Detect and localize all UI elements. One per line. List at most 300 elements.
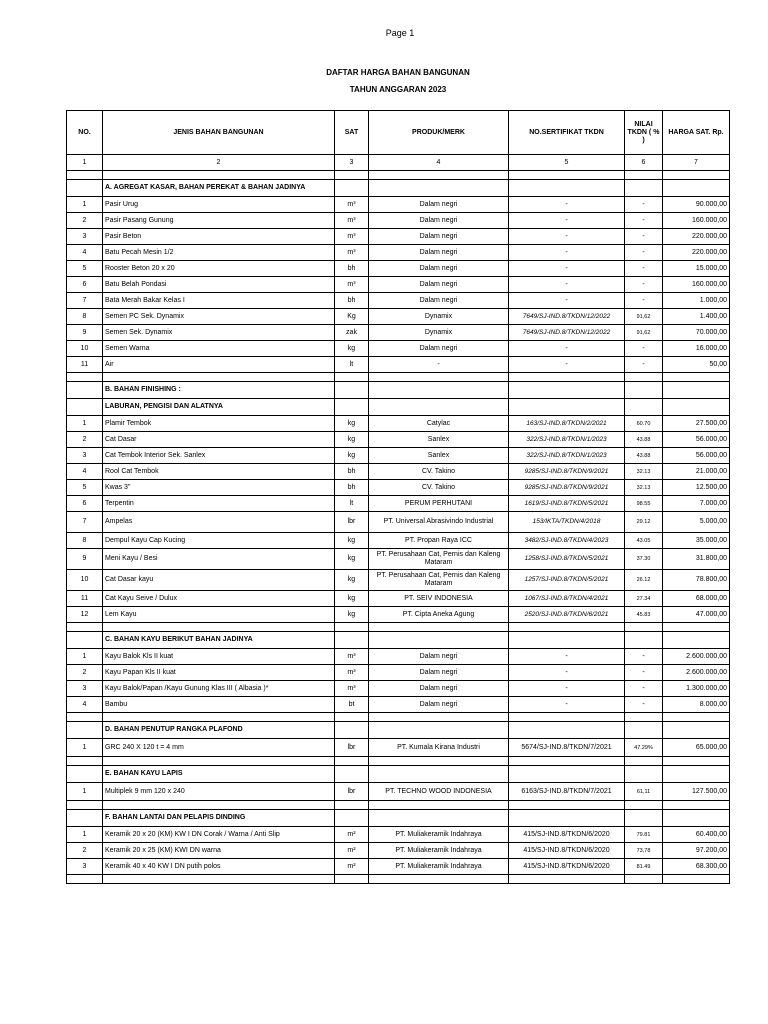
item-cert: 9285/SJ-IND.8/TKDN/9/2021 [509, 464, 625, 480]
item-price: 21.000,00 [663, 464, 730, 480]
item-brand: Dalam negri [369, 649, 509, 665]
table-row [67, 197, 730, 213]
item-unit: bh [335, 464, 369, 480]
item-no: 9 [67, 325, 103, 341]
item-price: 65.000,00 [663, 739, 730, 757]
item-price: 47.000,00 [663, 607, 730, 623]
item-brand: Sanlex [369, 432, 509, 448]
item-brand: PT. Perusahaan Cat, Pernis dan Kaleng Mataram [369, 570, 509, 591]
empty-cell [625, 875, 663, 884]
empty-cell [663, 180, 730, 197]
item-no: 6 [67, 277, 103, 293]
table-row [67, 783, 730, 801]
empty-cell [103, 171, 335, 180]
section-title: A. AGREGAT KASAR, BAHAN PEREKAT & BAHAN JADINYA [103, 180, 335, 197]
item-tkdn: - [625, 649, 663, 665]
item-brand: Catylac [369, 416, 509, 432]
item-name: Rooster Beton 20 x 20 [103, 261, 335, 277]
item-no: 10 [67, 341, 103, 357]
table-row [67, 245, 730, 261]
empty-cell [625, 810, 663, 827]
item-price: 35.000,00 [663, 533, 730, 549]
item-brand: - [369, 357, 509, 373]
item-name: Cat Kayu Seive / Dulux [103, 591, 335, 607]
item-unit: bh [335, 293, 369, 309]
item-tkdn: 98.55 [625, 496, 663, 512]
item-cert: 1619/SJ-IND.8/TKDN/5/2021 [509, 496, 625, 512]
empty-cell [509, 180, 625, 197]
empty-cell [103, 801, 335, 810]
empty-cell [103, 875, 335, 884]
empty-cell [663, 171, 730, 180]
item-unit: lbr [335, 512, 369, 533]
item-name: Pasir Urug [103, 197, 335, 213]
empty-cell [663, 382, 730, 399]
item-name: Pasir Pasang Gunung [103, 213, 335, 229]
empty-cell [509, 722, 625, 739]
item-unit: kg [335, 341, 369, 357]
empty-cell [663, 713, 730, 722]
empty-cell [509, 757, 625, 766]
item-tkdn: 43.05 [625, 533, 663, 549]
item-unit: m² [335, 827, 369, 843]
empty-cell [369, 632, 509, 649]
item-price: 160.000,00 [663, 277, 730, 293]
item-no: 4 [67, 464, 103, 480]
header-row [67, 111, 730, 155]
item-tkdn: 29.12 [625, 512, 663, 533]
item-no: 2 [67, 432, 103, 448]
item-tkdn: - [625, 277, 663, 293]
empty-cell [369, 623, 509, 632]
item-tkdn: 43.88 [625, 448, 663, 464]
item-name: Multiplek 9 mm 120 x 240 [103, 783, 335, 801]
spacer-row [67, 757, 730, 766]
item-tkdn: 61,11 [625, 783, 663, 801]
item-unit: kg [335, 432, 369, 448]
item-unit: bh [335, 261, 369, 277]
item-tkdn: - [625, 213, 663, 229]
item-price: 15.000,00 [663, 261, 730, 277]
item-price: 97.200,00 [663, 843, 730, 859]
section-title: LABURAN, PENGISI DAN ALATNYA [103, 399, 335, 416]
item-tkdn: 73,78 [625, 843, 663, 859]
item-tkdn: 45.83 [625, 607, 663, 623]
section-a-heading [67, 180, 730, 197]
item-price: 12.500,00 [663, 480, 730, 496]
empty-cell [335, 180, 369, 197]
item-no: 11 [67, 591, 103, 607]
item-price: 1.000,00 [663, 293, 730, 309]
empty-cell [67, 875, 103, 884]
item-name: Kayu Balok Kls II kuat [103, 649, 335, 665]
item-cert: - [509, 245, 625, 261]
item-name: Rool Cat Tembok [103, 464, 335, 480]
table-row [67, 649, 730, 665]
item-name: Semen PC Sek. Dynamix [103, 309, 335, 325]
item-tkdn: 60.70 [625, 416, 663, 432]
empty-cell [67, 801, 103, 810]
empty-cell [335, 722, 369, 739]
section-b-subheading [67, 399, 730, 416]
empty-cell [67, 623, 103, 632]
item-tkdn: - [625, 357, 663, 373]
item-brand: Dalam negri [369, 229, 509, 245]
section-d-heading [67, 722, 730, 739]
item-tkdn: 26.12 [625, 570, 663, 591]
table-row [67, 432, 730, 448]
item-unit: m³ [335, 681, 369, 697]
table-row [67, 464, 730, 480]
empty-cell [663, 766, 730, 783]
item-brand: PT. Muliakeramik Indahraya [369, 827, 509, 843]
item-unit: Kg [335, 309, 369, 325]
item-brand: Dalam negri [369, 341, 509, 357]
item-unit: lbr [335, 783, 369, 801]
empty-cell [663, 801, 730, 810]
item-unit: kg [335, 570, 369, 591]
spacer-row [67, 875, 730, 884]
item-price: 7.000,00 [663, 496, 730, 512]
empty-cell [335, 632, 369, 649]
item-name: Keramik 20 x 25 (KM) KWI DN warna [103, 843, 335, 859]
item-brand: Dalam negri [369, 293, 509, 309]
empty-cell [369, 810, 509, 827]
item-tkdn: - [625, 261, 663, 277]
empty-cell [67, 632, 103, 649]
item-price: 5.000,00 [663, 512, 730, 533]
item-no: 3 [67, 229, 103, 245]
item-cert: - [509, 357, 625, 373]
item-brand: PERUM PERHUTANI [369, 496, 509, 512]
item-price: 1.400,00 [663, 309, 730, 325]
item-cert: 6163/SJ-IND.8/TKDN/7/2021 [509, 783, 625, 801]
item-no: 4 [67, 245, 103, 261]
col-number: 3 [335, 155, 369, 171]
col-number: 6 [625, 155, 663, 171]
item-brand: CV. Takino [369, 464, 509, 480]
empty-cell [335, 373, 369, 382]
item-brand: Dalam negri [369, 197, 509, 213]
item-price: 68.000,00 [663, 591, 730, 607]
empty-cell [369, 180, 509, 197]
item-no: 5 [67, 480, 103, 496]
table-row [67, 607, 730, 623]
item-name: Lem Kayu [103, 607, 335, 623]
empty-cell [625, 373, 663, 382]
item-price: 31.800,00 [663, 549, 730, 570]
item-no: 1 [67, 416, 103, 432]
empty-cell [369, 722, 509, 739]
spacer-row [67, 171, 730, 180]
empty-cell [509, 171, 625, 180]
item-no: 10 [67, 570, 103, 591]
item-price: 160.000,00 [663, 213, 730, 229]
item-unit: m³ [335, 665, 369, 681]
empty-cell [509, 801, 625, 810]
item-cert: - [509, 277, 625, 293]
item-unit: kg [335, 448, 369, 464]
item-price: 1.300.000,00 [663, 681, 730, 697]
document-subtitle: TAHUN ANGGARAN 2023 [349, 85, 447, 94]
table-row [67, 293, 730, 309]
empty-cell [67, 722, 103, 739]
item-tkdn: 81.49 [625, 859, 663, 875]
item-unit: bh [335, 480, 369, 496]
empty-cell [663, 399, 730, 416]
item-tkdn: 43.88 [625, 432, 663, 448]
table-row [67, 309, 730, 325]
item-name: Kayu Balok/Papan /Kayu Gunung Klas III ( Albasia )* [103, 681, 335, 697]
item-tkdn: 37.30 [625, 549, 663, 570]
item-cert: 1258/SJ-IND.8/TKDN/5/2021 [509, 549, 625, 570]
item-cert: 7649/SJ-IND.8/TKDN/12/2022 [509, 325, 625, 341]
empty-cell [67, 766, 103, 783]
table-row [67, 325, 730, 341]
empty-cell [67, 399, 103, 416]
item-cert: 9285/SJ-IND.8/TKDN/9/2021 [509, 480, 625, 496]
item-name: Cat Dasar kayu [103, 570, 335, 591]
empty-cell [625, 382, 663, 399]
item-unit: lt [335, 357, 369, 373]
table-row [67, 213, 730, 229]
price-table-body [67, 111, 730, 884]
table-row [67, 859, 730, 875]
item-no: 9 [67, 549, 103, 570]
item-cert: - [509, 229, 625, 245]
item-brand: Dalam negri [369, 261, 509, 277]
item-cert: - [509, 197, 625, 213]
empty-cell [67, 757, 103, 766]
item-price: 56.000,00 [663, 448, 730, 464]
table-row [67, 827, 730, 843]
table-row [67, 681, 730, 697]
item-brand: CV. Takino [369, 480, 509, 496]
empty-cell [369, 382, 509, 399]
empty-cell [335, 757, 369, 766]
item-brand: PT. SEIV INDONESIA [369, 591, 509, 607]
page-label: Page 1 [385, 28, 415, 38]
empty-cell [369, 766, 509, 783]
table-row [67, 448, 730, 464]
table-row [67, 496, 730, 512]
item-brand: Sanlex [369, 448, 509, 464]
item-name: Pasir Beton [103, 229, 335, 245]
empty-cell [509, 713, 625, 722]
table-row [67, 570, 730, 591]
section-title: D. BAHAN PENUTUP RANGKA PLAFOND [103, 722, 335, 739]
empty-cell [67, 713, 103, 722]
item-price: 90.000,00 [663, 197, 730, 213]
item-unit: zak [335, 325, 369, 341]
col-number: 1 [67, 155, 103, 171]
item-tkdn: 47.29% [625, 739, 663, 757]
item-cert: - [509, 293, 625, 309]
empty-cell [335, 810, 369, 827]
item-no: 1 [67, 649, 103, 665]
item-name: Semen Sek. Dynamix [103, 325, 335, 341]
empty-cell [67, 180, 103, 197]
item-name: Semen Warna [103, 341, 335, 357]
item-brand: PT. Muliakeramik Indahraya [369, 843, 509, 859]
empty-cell [67, 810, 103, 827]
item-cert: 163/SJ-IND.8/TKDN/2/2021 [509, 416, 625, 432]
empty-cell [335, 875, 369, 884]
item-brand: PT. TECHNO WOOD INDONESIA [369, 783, 509, 801]
item-name: Keramik 40 x 40 KW I DN putih polos [103, 859, 335, 875]
empty-cell [625, 399, 663, 416]
item-name: GRC 240 X 120 t = 4 mm [103, 739, 335, 757]
item-cert: - [509, 681, 625, 697]
item-price: 8.000,00 [663, 697, 730, 713]
item-price: 2.600.000,00 [663, 665, 730, 681]
item-name: Meni Kayu / Besi [103, 549, 335, 570]
empty-cell [625, 180, 663, 197]
empty-cell [625, 623, 663, 632]
item-cert: 2520/SJ-IND.8/TKDN/6/2021 [509, 607, 625, 623]
item-brand: PT. Universal Abrasivindo Industrial [369, 512, 509, 533]
item-brand: Dalam negri [369, 277, 509, 293]
col-number: 2 [103, 155, 335, 171]
item-price: 220.000,00 [663, 229, 730, 245]
item-name: Kayu Papan Kls II kuat [103, 665, 335, 681]
table-row [67, 591, 730, 607]
section-f-heading [67, 810, 730, 827]
item-no: 6 [67, 496, 103, 512]
item-unit: m³ [335, 229, 369, 245]
item-cert: 415/SJ-IND.8/TKDN/6/2020 [509, 827, 625, 843]
item-name: Terpentin [103, 496, 335, 512]
item-no: 3 [67, 448, 103, 464]
item-no: 5 [67, 261, 103, 277]
col-number: 4 [369, 155, 509, 171]
item-brand: PT. Propan Raya ICC [369, 533, 509, 549]
col-number: 7 [663, 155, 730, 171]
price-table [66, 110, 730, 884]
item-price: 220.000,00 [663, 245, 730, 261]
item-cert: - [509, 261, 625, 277]
item-name: Ampelas [103, 512, 335, 533]
empty-cell [625, 757, 663, 766]
empty-cell [663, 632, 730, 649]
empty-cell [509, 766, 625, 783]
item-brand: Dynamix [369, 325, 509, 341]
item-tkdn: 32.13 [625, 480, 663, 496]
empty-cell [663, 623, 730, 632]
empty-cell [335, 171, 369, 180]
item-cert: - [509, 341, 625, 357]
empty-cell [625, 766, 663, 783]
empty-cell [625, 801, 663, 810]
item-brand: Dalam negri [369, 213, 509, 229]
item-name: Cat Dasar [103, 432, 335, 448]
empty-cell [663, 722, 730, 739]
item-cert: 3482/SJ-IND.8/TKDN/4/2023 [509, 533, 625, 549]
item-no: 7 [67, 293, 103, 309]
item-brand: Dalam negri [369, 665, 509, 681]
table-row [67, 549, 730, 570]
item-brand: Dalam negri [369, 697, 509, 713]
empty-cell [369, 757, 509, 766]
item-tkdn: - [625, 681, 663, 697]
item-unit: m³ [335, 277, 369, 293]
table-row [67, 697, 730, 713]
section-title: B. BAHAN FINISHING : [103, 382, 335, 399]
item-cert: 5674/SJ-IND.8/TKDN/7/2021 [509, 739, 625, 757]
table-row [67, 843, 730, 859]
item-name: Plamir Tembok [103, 416, 335, 432]
section-c-heading [67, 632, 730, 649]
empty-cell [509, 632, 625, 649]
item-unit: lbr [335, 739, 369, 757]
item-cert: 1257/SJ-IND.8/TKDN/5/2021 [509, 570, 625, 591]
empty-cell [625, 722, 663, 739]
header-sat: SAT [335, 111, 369, 155]
item-brand: PT. Kumala Kirana Industri [369, 739, 509, 757]
empty-cell [103, 713, 335, 722]
item-price: 127.500,00 [663, 783, 730, 801]
item-tkdn: - [625, 697, 663, 713]
item-tkdn: 27.34 [625, 591, 663, 607]
item-unit: kg [335, 549, 369, 570]
item-no: 7 [67, 512, 103, 533]
item-price: 60.400,00 [663, 827, 730, 843]
empty-cell [369, 801, 509, 810]
item-no: 3 [67, 681, 103, 697]
header-produk: PRODUK/MERK [369, 111, 509, 155]
section-title: E. BAHAN KAYU LAPIS [103, 766, 335, 783]
empty-cell [335, 623, 369, 632]
item-cert: 7649/SJ-IND.8/TKDN/12/2022 [509, 309, 625, 325]
item-no: 2 [67, 665, 103, 681]
item-tkdn: 91,62 [625, 309, 663, 325]
item-no: 1 [67, 827, 103, 843]
item-tkdn: 79.81 [625, 827, 663, 843]
item-cert: 153/IKTA/TKDN/4/2018 [509, 512, 625, 533]
item-unit: m³ [335, 245, 369, 261]
empty-cell [625, 713, 663, 722]
empty-cell [625, 171, 663, 180]
empty-cell [369, 171, 509, 180]
empty-cell [335, 801, 369, 810]
item-unit: kg [335, 607, 369, 623]
header-nilai: NILAI TKDN ( % ) [625, 111, 663, 155]
table-row [67, 739, 730, 757]
item-unit: lt [335, 496, 369, 512]
empty-cell [369, 399, 509, 416]
header-harga: HARGA SAT. Rp. [663, 111, 730, 155]
item-name: Batu Belah Pondasi [103, 277, 335, 293]
empty-cell [663, 875, 730, 884]
table-row [67, 229, 730, 245]
empty-cell [335, 382, 369, 399]
item-cert: 415/SJ-IND.8/TKDN/6/2020 [509, 843, 625, 859]
item-unit: kg [335, 591, 369, 607]
item-unit: m² [335, 843, 369, 859]
empty-cell [663, 373, 730, 382]
item-no: 1 [67, 197, 103, 213]
item-price: 16.000,00 [663, 341, 730, 357]
table-row [67, 341, 730, 357]
item-name: Keramik 20 x 20 (KM) KW I DN Corak / Warna / Anti Slip [103, 827, 335, 843]
item-no: 1 [67, 739, 103, 757]
item-tkdn: - [625, 229, 663, 245]
item-cert: - [509, 665, 625, 681]
item-cert: 1067/SJ-IND.8/TKDN/4/2021 [509, 591, 625, 607]
item-no: 1 [67, 783, 103, 801]
item-no: 2 [67, 843, 103, 859]
item-tkdn: - [625, 293, 663, 309]
